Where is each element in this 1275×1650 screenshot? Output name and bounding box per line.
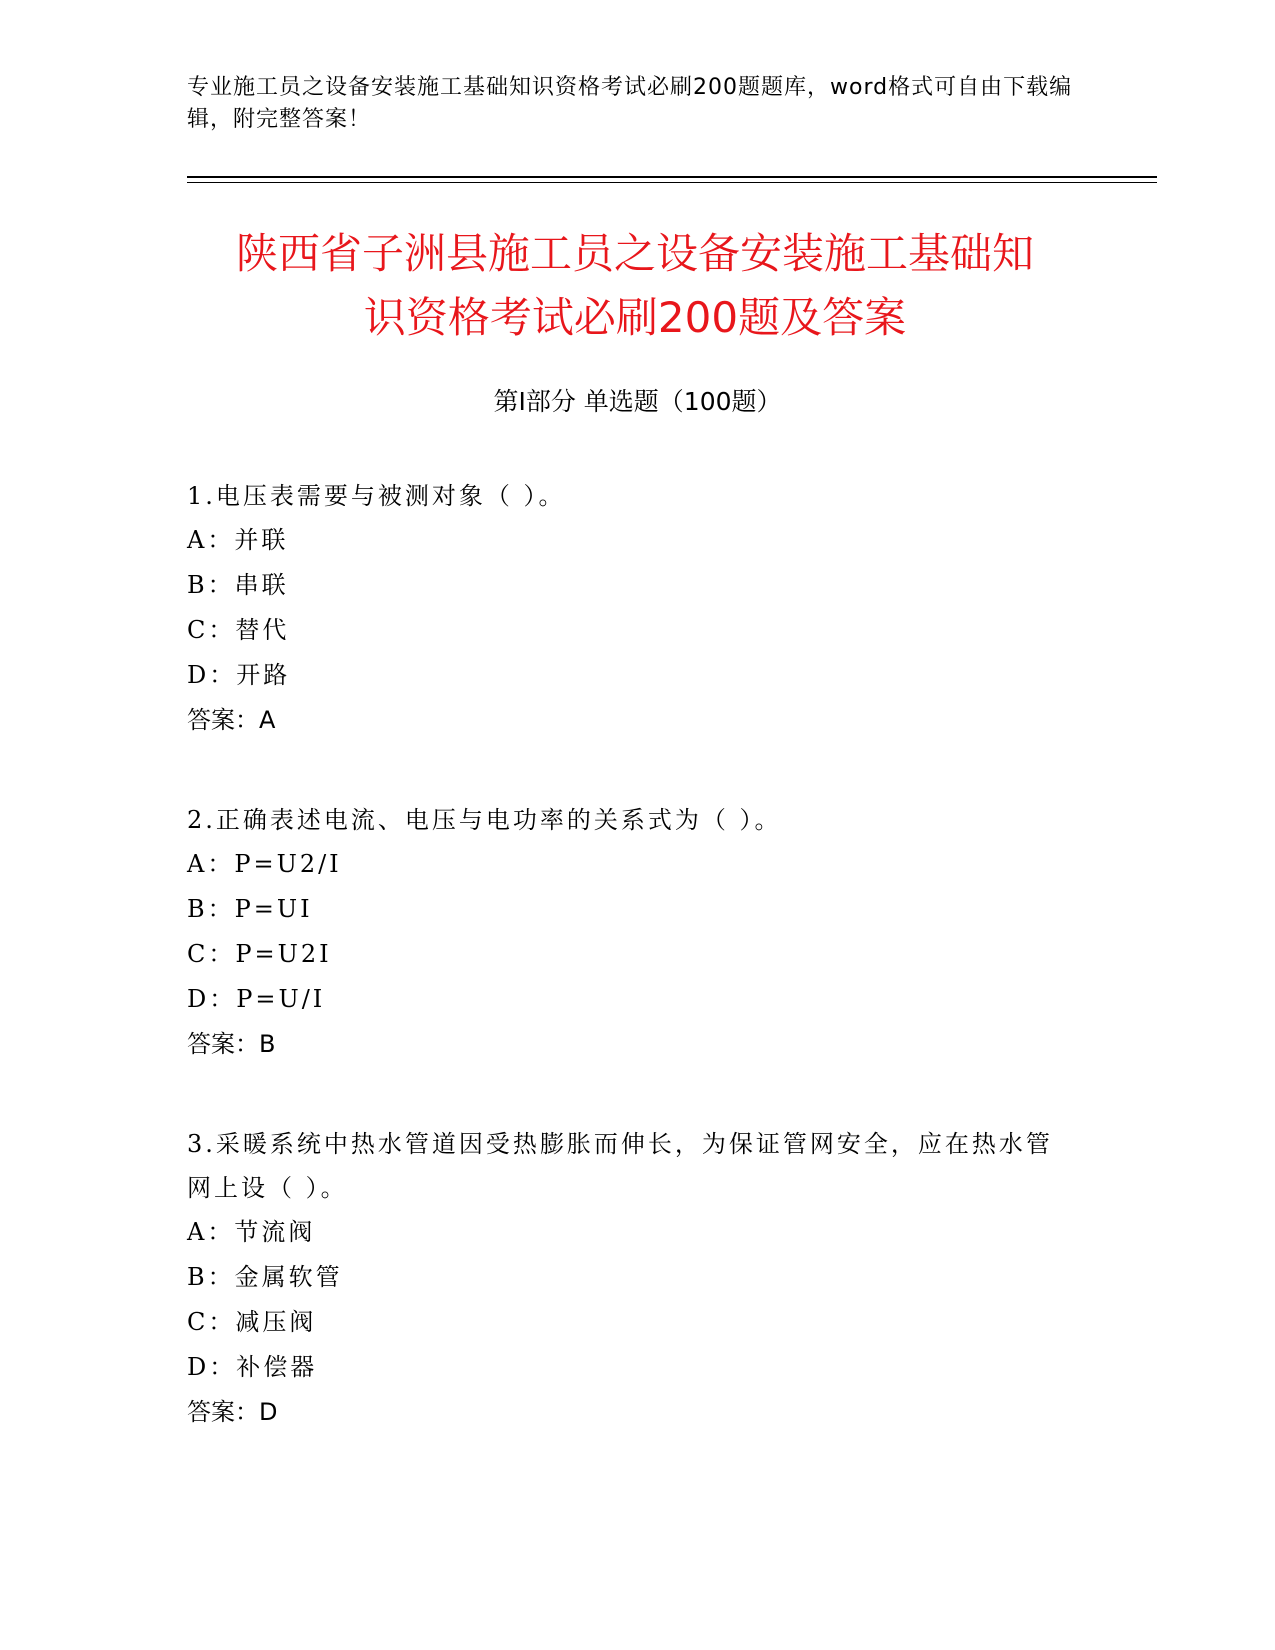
document-title-line-2: 识资格考试必刷200题及答案 <box>363 293 907 342</box>
option-a: A：并联 <box>187 526 289 554</box>
document-title <box>160 222 1110 350</box>
option-c: C：减压阀 <box>187 1308 317 1336</box>
answer: 答案：D <box>187 1398 278 1426</box>
question-2 <box>187 798 1067 1067</box>
option-c: C：P=U2I <box>187 940 332 968</box>
header-rule-thin <box>187 182 1157 183</box>
question-list <box>187 474 1067 1490</box>
header-note: 专业施工员之设备安装施工基础知识资格考试必刷200题题库，word格式可自由下载编辑，附完整答案！ <box>187 75 1073 132</box>
question-stem: 1.电压表需要与被测对象（ ）。 <box>187 482 566 510</box>
option-b: B：P=UI <box>187 895 313 923</box>
document-title-line-1: 陕西省子洲县施工员之设备安装施工基础知 <box>235 229 1034 278</box>
header-rule-thick <box>187 176 1157 178</box>
question-1 <box>187 474 1067 743</box>
option-b: B：串联 <box>187 571 289 599</box>
option-a: A：节流阀 <box>187 1218 316 1246</box>
section-heading: 第Ⅰ部分 单选题（100题） <box>493 387 782 416</box>
answer: 答案：B <box>187 1030 276 1058</box>
option-c: C：替代 <box>187 616 290 644</box>
answer: 答案：A <box>187 706 276 734</box>
option-a: A：P=U2/I <box>187 850 342 878</box>
option-d: D：补偿器 <box>187 1353 318 1381</box>
question-stem: 2.正确表述电流、电压与电功率的关系式为（ ）。 <box>187 806 782 834</box>
question-stem: 3.采暖系统中热水管道因受热膨胀而伸长，为保证管网安全，应在热水管网上设（ ）。 <box>187 1130 1053 1202</box>
option-b: B：金属软管 <box>187 1263 343 1291</box>
question-3 <box>187 1122 1067 1435</box>
option-d: D：P=U/I <box>187 985 326 1013</box>
option-d: D：开路 <box>187 661 291 689</box>
